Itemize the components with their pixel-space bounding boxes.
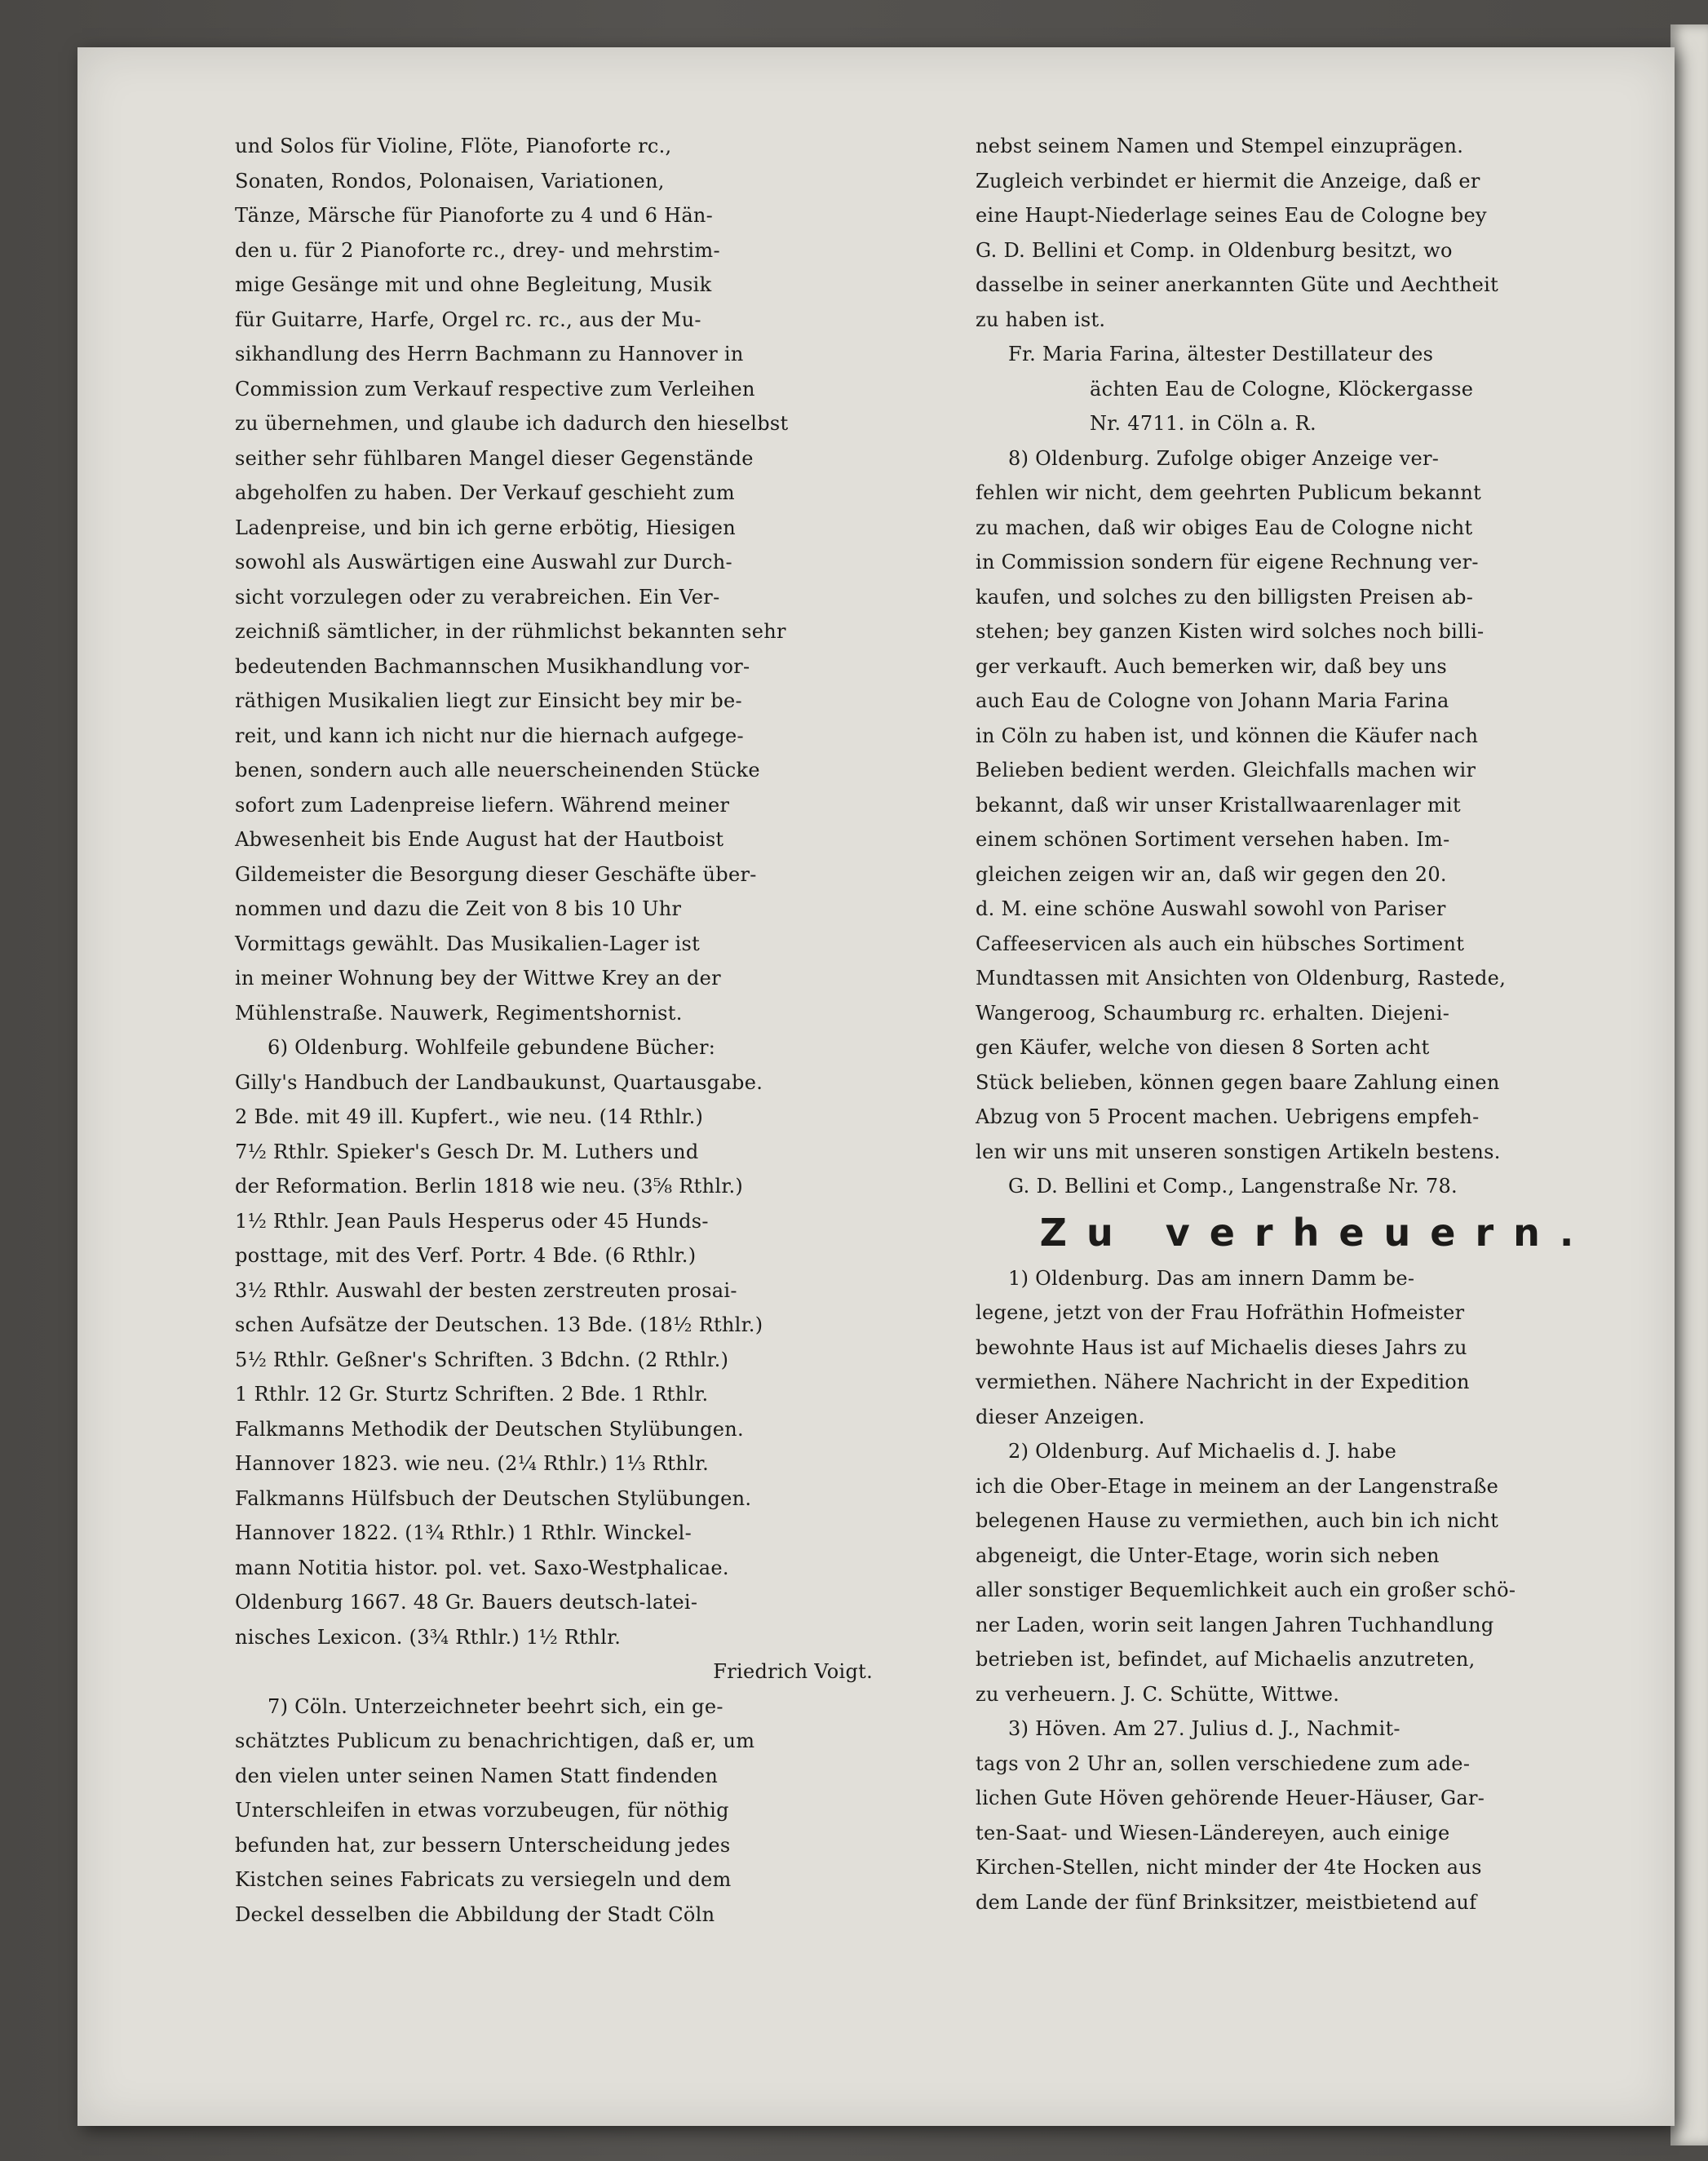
text-line: benen, sondern auch alle neuerscheinenden Stücke [235,759,760,782]
text-line: Tänze, Märsche für Pianoforte zu 4 und 6 Hän- [235,204,714,227]
text-line: Abzug von 5 Procent machen. Uebrigens empfeh- [976,1105,1480,1128]
text-line: G. D. Bellini et Comp., Langenstraße Nr. 78. [1008,1175,1458,1198]
text-line: kaufen, und solches zu den billigsten Preisen ab- [976,585,1474,609]
text-line: zu haben ist. [976,308,1106,331]
text-line: tags von 2 Uhr an, sollen verschiedene zum ade- [976,1751,1471,1775]
text-line: nommen und dazu die Zeit von 8 bis 10 Uhr [235,897,682,920]
text-line: 7½ Rthlr. Spieker's Gesch Dr. M. Luthers und [235,1140,699,1163]
text-line: 1) Oldenburg. Das am innern Damm be- [1008,1266,1415,1290]
text-line: legene, jetzt von der Frau Hofräthin Hofmeister [976,1301,1465,1324]
text-line: und Solos für Violine, Flöte, Pianoforte rc., [235,135,672,157]
text-line: ten-Saat- und Wiesen-Ländereyen, auch einige [976,1821,1450,1844]
text-line: Commission zum Verkauf respective zum Verleihen [235,377,755,401]
text-line: Oldenburg 1667. 48 Gr. Bauers deutsch-latei- [235,1591,698,1614]
text-line: eine Haupt-Niederlage seines Eau de Cologne bey [976,204,1487,227]
text-line: 3½ Rthlr. Auswahl der besten zerstreuten prosai- [235,1278,737,1302]
text-line: bewohnte Haus ist auf Michaelis dieses Jahrs zu [976,1335,1467,1359]
text-line: ächten Eau de Cologne, Klöckergasse [1090,377,1474,401]
text-line: Hannover 1822. (1¾ Rthlr.) 1 Rthlr. Winckel- [235,1521,692,1544]
text-line: 1½ Rthlr. Jean Pauls Hesperus oder 45 Hunds- [235,1209,709,1233]
text-line: posttage, mit des Verf. Portr. 4 Bde. (6 Rthlr.) [235,1244,697,1267]
text-line: räthigen Musikalien liegt zur Einsicht bey mir be- [235,689,742,712]
text-line: abgeholfen zu haben. Der Verkauf geschieht zum [235,481,735,504]
text-line: Ladenpreise, und bin ich gerne erbötig, Hiesigen [235,516,736,539]
left-column [235,129,946,1932]
text-line: den u. für 2 Pianoforte rc., drey- und mehrstim- [235,238,720,262]
section-heading: Zu verheuern. [1039,1210,1594,1255]
text-line: Gildemeister die Besorgung dieser Geschäfte über- [235,862,757,886]
text-line: ner Laden, worin seit langen Jahren Tuchhandlung [976,1613,1494,1636]
text-line: sofort zum Ladenpreise liefern. Während meiner [235,793,730,817]
text-line: den vielen unter seinen Namen Statt findenden [235,1764,719,1787]
text-line: Mühlenstraße. Nauwerk, Regimentshornist. [235,1001,683,1025]
text-line: G. D. Bellini et Comp. in Oldenburg besitzt, wo [976,238,1453,262]
text-line: Falkmanns Methodik der Deutschen Stylübungen. [235,1417,744,1441]
text-line: Stück belieben, können gegen baare Zahlung einen [976,1070,1500,1094]
text-line: dieser Anzeigen. [976,1405,1145,1428]
text-line: ger verkauft. Auch bemerken wir, daß bey uns [976,654,1447,678]
text-line: nebst seinem Namen und Stempel einzuprägen. [976,135,1464,157]
text-line: dasselbe in seiner anerkannten Güte und Aechtheit [976,273,1499,296]
text-line: in Cöln zu haben ist, und können die Käufer nach [976,724,1479,747]
text-line: gen Käufer, welche von diesen 8 Sorten acht [976,1036,1430,1059]
text-line: Fr. Maria Farina, ältester Destillateur des [1008,343,1434,365]
text-line: sowohl als Auswärtigen eine Auswahl zur Durch- [235,551,732,573]
text-line: gleichen zeigen wir an, daß wir gegen den 20. [976,862,1447,886]
text-line: sikhandlung des Herrn Bachmann zu Hannover in [235,343,744,365]
text-line: vermiethen. Nähere Nachricht in der Expedition [976,1371,1470,1393]
text-line: Mundtassen mit Ansichten von Oldenburg, Rastede, [976,967,1507,990]
text-line: mann Notitia histor. pol. vet. Saxo-Westphalicae. [235,1556,729,1579]
text-line: abgeneigt, die Unter-Etage, worin sich neben [976,1543,1440,1567]
text-line: Hannover 1823. wie neu. (2¼ Rthlr.) 1⅓ Rthlr. [235,1452,710,1475]
text-line: Zugleich verbindet er hiermit die Anzeige, daß er [976,169,1480,193]
text-line: befunden hat, zur bessern Unterscheidung jedes [235,1833,731,1857]
text-line: 7) Cöln. Unterzeichneter beehrt sich, ein ge- [268,1694,723,1718]
text-line: nisches Lexicon. (3¾ Rthlr.) 1½ Rthlr. [235,1625,622,1649]
text-line: lichen Gute Höven gehörende Heuer-Häuser, Gar- [976,1787,1485,1809]
text-line: 8) Oldenburg. Zufolge obiger Anzeige ver- [1008,446,1440,470]
text-line: aller sonstiger Bequemlichkeit auch ein großer schö- [976,1579,1516,1601]
text-line: schen Aufsätze der Deutschen. 13 Bde. (18½ Rthlr.) [235,1313,763,1336]
text-line: Belieben bedient werden. Gleichfalls machen wir [976,759,1476,782]
text-line: mige Gesänge mit und ohne Begleitung, Musik [235,273,712,296]
text-line: len wir uns mit unseren sonstigen Artikeln bestens. [976,1140,1501,1163]
text-line: seither sehr fühlbaren Mangel dieser Gegenstände [235,446,754,470]
text-line: in meiner Wohnung bey der Wittwe Krey an der [235,967,721,990]
text-line: stehen; bey ganzen Kisten wird solches noch billi- [976,620,1485,643]
text-line: Falkmanns Hülfsbuch der Deutschen Stylübungen. [235,1486,752,1510]
text-line: 2) Oldenburg. Auf Michaelis d. J. habe [1008,1440,1397,1463]
text-line: Kistchen seines Fabricats zu versiegeln und dem [235,1868,732,1891]
text-line: Deckel desselben die Abbildung der Stadt Cöln [235,1902,715,1926]
text-line: fehlen wir nicht, dem geehrten Publicum bekannt [976,481,1482,504]
text-line: 1 Rthlr. 12 Gr. Sturtz Schriften. 2 Bde. 1 Rthlr. [235,1383,709,1406]
text-line: zeichniß sämtlicher, in der rühmlichst bekannten sehr [235,620,786,643]
text-line: d. M. eine schöne Auswahl sowohl von Pariser [976,897,1446,920]
text-line: in Commission sondern für eigene Rechnung ver- [976,551,1479,573]
right-column-bottom [976,1261,1657,1920]
text-line: bedeutenden Bachmannschen Musikhandlung vor- [235,654,750,678]
text-line: ich die Ober-Etage in meinem an der Langenstraße [976,1474,1499,1498]
text-line: Abwesenheit bis Ende August hat der Hautboist [235,828,724,851]
text-line: betrieben ist, befindet, auf Michaelis anzutreten, [976,1648,1476,1671]
text-line: Wangeroog, Schaumburg rc. erhalten. Diejeni- [976,1001,1450,1025]
right-column [976,129,1657,1920]
text-line: zu übernehmen, und glaube ich dadurch den hieselbst [235,412,789,435]
text-line: auch Eau de Cologne von Johann Maria Farina [976,689,1449,712]
right-column-top [976,129,1657,1204]
text-line: zu machen, daß wir obiges Eau de Cologne nicht [976,516,1473,539]
text-line: einem schönen Sortiment versehen haben. Im- [976,828,1450,851]
text-line: Gilly's Handbuch der Landbaukunst, Quartausgabe. [235,1070,763,1094]
text-line: zu verheuern. J. C. Schütte, Wittwe. [976,1682,1340,1706]
text-line: Vormittags gewählt. Das Musikalien-Lager ist [235,932,701,955]
text-line: bekannt, daß wir unser Kristallwaarenlager mit [976,793,1461,817]
text-line: Unterschleifen in etwas vorzubeugen, für nöthig [235,1799,729,1822]
text-line: sicht vorzulegen oder zu verabreichen. Ein Ver- [235,585,720,609]
text-line: 6) Oldenburg. Wohlfeile gebundene Bücher: [268,1036,716,1059]
text-line: für Guitarre, Harfe, Orgel rc. rc., aus der Mu- [235,308,701,331]
adjacent-page-edge [1670,24,1708,2146]
text-line: reit, und kann ich nicht nur die hiernach aufgege- [235,724,744,747]
text-line: 3) Höven. Am 27. Julius d. J., Nachmit- [1008,1717,1400,1740]
text-line: schätztes Publicum zu benachrichtigen, daß er, um [235,1729,755,1752]
text-line: Sonaten, Rondos, Polonaisen, Variationen, [235,169,665,193]
text-line: belegenen Hause zu vermiethen, auch bin ich nicht [976,1509,1499,1532]
text-line: 5½ Rthlr. Geßner's Schriften. 3 Bdchn. (2 Rthlr.) [235,1348,729,1371]
text-line: Nr. 4711. in Cöln a. R. [1090,412,1316,435]
text-line: Kirchen-Stellen, nicht minder der 4te Hocken aus [976,1856,1482,1879]
text-line: 2 Bde. mit 49 ill. Kupfert., wie neu. (14 Rthlr.) [235,1105,704,1128]
text-line: dem Lande der fünf Brinksitzer, meistbietend auf [976,1890,1477,1914]
text-line: der Reformation. Berlin 1818 wie neu. (3⅝ Rthlr.) [235,1175,744,1198]
text-line: Friedrich Voigt. [713,1660,873,1683]
text-line: Caffeeservicen als auch ein hübsches Sortiment [976,932,1465,955]
